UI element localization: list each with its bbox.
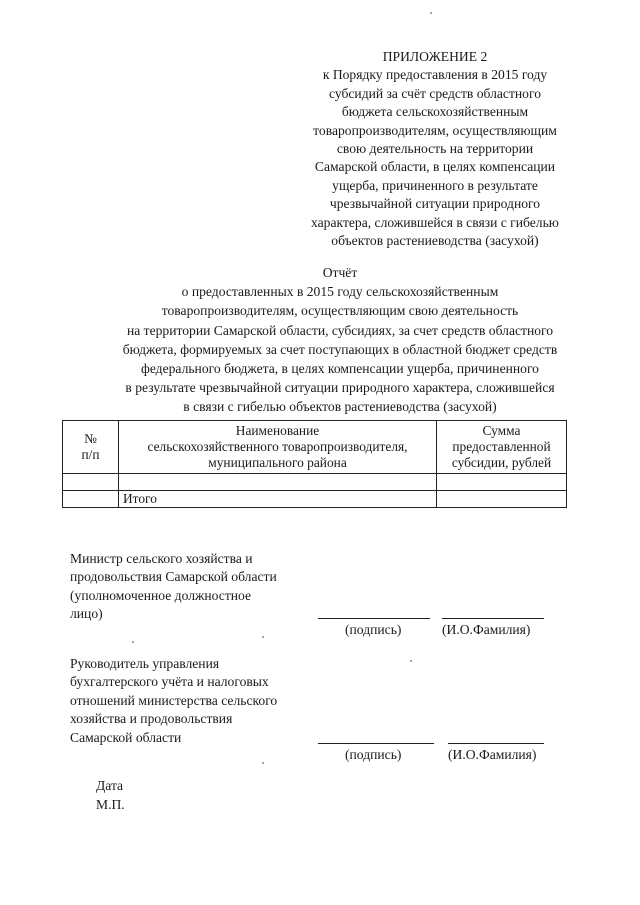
report-title-line: в результате чрезвычайной ситуации природного характера, сложившейся	[125, 380, 555, 396]
appendix-line: бюджета сельскохозяйственным	[341, 104, 529, 120]
table-cell	[119, 474, 437, 491]
report-title-block	[40, 263, 640, 417]
signatory-title-line: лицо)	[70, 606, 103, 622]
signature-caption: (подпись)	[345, 622, 402, 637]
name-caption: (И.О.Фамилия)	[448, 747, 537, 762]
signatory-title-line: Министр сельского хозяйства и	[70, 551, 253, 566]
table-cell	[437, 491, 567, 508]
appendix-line: к Порядку предоставления в 2015 году	[322, 67, 548, 83]
appendix-line: характера, сложившейся в связи с гибелью	[311, 214, 559, 230]
appendix-line: товаропроизводителям, осуществляющим	[313, 122, 557, 138]
appendix-line: объектов растениеводства (засухой)	[331, 233, 539, 249]
table-cell	[63, 491, 119, 508]
report-title-line: товаропроизводителям, осуществляющим свою деятельность	[161, 303, 519, 319]
report-title-line: бюджета, формируемых за счет поступающих в областной бюджет средств	[122, 341, 558, 357]
scan-speck	[262, 636, 264, 638]
name-line	[448, 743, 544, 744]
signatory-title-line: отношений министерства сельского	[70, 692, 278, 708]
report-title: Отчёт	[322, 265, 358, 280]
minister-signature-block	[70, 550, 277, 624]
total-label: Итого	[119, 491, 437, 508]
stamp-label: М.П.	[96, 797, 125, 812]
header-amount: Сумма предоставленной субсидии, рублей	[437, 421, 567, 474]
date-stamp-block	[96, 776, 125, 814]
signatory-title-line: (уполномоченное должностное	[70, 587, 252, 603]
table-header-row	[63, 421, 567, 474]
appendix-line: свою деятельность на территории	[336, 141, 534, 157]
appendix-heading: ПРИЛОЖЕНИЕ 2	[382, 49, 488, 64]
signatory-title-line: Руководитель управления	[70, 656, 220, 671]
appendix-line: чрезвычайной ситуации природного	[329, 196, 541, 212]
signatory-title-line: продовольствия Самарской области	[70, 569, 277, 585]
appendix-header	[290, 48, 580, 250]
signatory-title-line: Самарской области	[70, 729, 182, 745]
name-line	[442, 618, 544, 619]
report-title-line: о предоставленных в 2015 году сельскохозяйственным	[181, 284, 499, 300]
subsidy-table	[62, 420, 567, 508]
signature-caption: (подпись)	[345, 747, 402, 762]
table-cell	[437, 474, 567, 491]
scan-speck	[430, 12, 432, 14]
header-name: Наименование сельскохозяйственного товаропроизводителя, муниципального района	[119, 421, 437, 474]
report-title-line: федерального бюджета, в целях компенсации ущерба, причиненного	[141, 361, 539, 377]
name-caption: (И.О.Фамилия)	[442, 622, 531, 637]
date-label: Дата	[96, 778, 124, 793]
scan-speck	[410, 660, 412, 662]
report-title-line: на территории Самарской области, субсидиях, за счет средств областного	[126, 322, 554, 338]
signature-line	[318, 743, 434, 744]
table-row	[63, 474, 567, 491]
header-number: № п/п	[63, 421, 119, 474]
signatory-title-line: хозяйства и продовольствия	[70, 711, 233, 727]
accounting-head-signature-block	[70, 655, 277, 747]
scan-speck	[132, 641, 134, 643]
table-cell	[63, 474, 119, 491]
signatory-title-line: бухгалтерского учёта и налоговых	[70, 674, 269, 690]
appendix-line: Самарской области, в целях компенсации	[314, 159, 556, 175]
table-total-row	[63, 491, 567, 508]
appendix-line: ущерба, причиненного в результате	[332, 177, 538, 193]
appendix-line: субсидий за счёт средств областного	[329, 85, 541, 101]
report-title-line: в связи с гибелью объектов растениеводства (засухой)	[183, 399, 497, 415]
signature-line	[318, 618, 430, 619]
scan-speck	[262, 762, 264, 764]
